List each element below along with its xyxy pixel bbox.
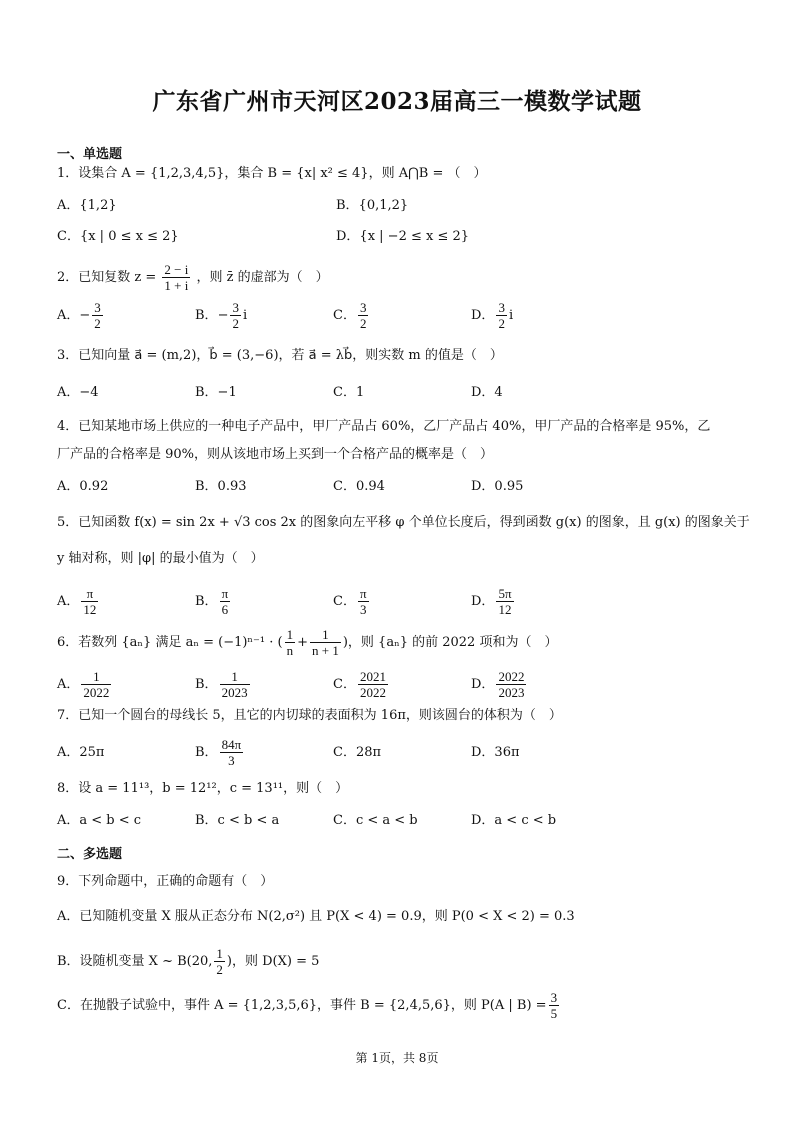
q5-a-frac [81, 586, 98, 617]
q2-d-num: 3 [498, 300, 505, 315]
page-footer: 第 1页，共 8页 [355, 1051, 439, 1065]
q8-option-a: A．a < b < c [57, 813, 142, 828]
q2-d-den: 2 [498, 316, 505, 331]
q2-d-label: D． [471, 308, 495, 323]
q2-a-frac [92, 300, 103, 331]
q6-d-frac [496, 669, 526, 700]
q2-d-suffix: i [508, 308, 514, 323]
q2-a-den: 2 [94, 316, 101, 331]
q2-a-sign: − [79, 308, 91, 323]
q5-c-label: C． [333, 594, 356, 609]
q7-option-b [195, 737, 245, 768]
q6-option-a [57, 669, 113, 700]
q5-c-den: 3 [359, 602, 367, 617]
question-3: 3．已知向量 a⃗ = (m,2)，b⃗ = (3,−6)，若 a⃗ = λb⃗，则实数 m 的值是（ ） [57, 348, 503, 363]
q2-option-d [471, 300, 513, 331]
q2-b-label: B． [195, 308, 218, 323]
q3-option-b: B．−1 [195, 385, 237, 400]
q2-b-num: 3 [232, 300, 239, 315]
q2-a-label: A． [57, 308, 80, 323]
q2-stem-post: ，则 z̄ 的虚部为（ ） [196, 270, 329, 285]
q5-d-frac [496, 586, 513, 617]
q5-c-frac [358, 586, 369, 617]
q4-option-b: B．0.93 [195, 479, 247, 494]
question-8: 8．设 a = 11¹³，b = 12¹²，c = 13¹¹，则（ ） [57, 781, 349, 796]
q6-b-frac [220, 669, 250, 700]
q9-b-frac [214, 946, 225, 977]
q6-option-d [471, 669, 528, 700]
q4-option-d: D．0.95 [471, 479, 524, 494]
q6-plus: + [297, 635, 308, 650]
q2-d-frac [496, 300, 507, 331]
question-5-line-2: y 轴对称，则 |φ| 的最小值为（ ） [57, 551, 264, 566]
q5-a-den: 12 [83, 602, 97, 617]
q6-b-den: 2023 [221, 685, 248, 700]
q6-f1-den: n [286, 643, 294, 658]
q9-c-frac [549, 990, 560, 1021]
q6-c-num: 2021 [359, 669, 386, 684]
q9-option-b [57, 946, 319, 977]
q7-b-num: 84π [221, 737, 242, 752]
q3-option-d: D．4 [471, 385, 503, 400]
q8-option-b: B．c < b < a [195, 813, 280, 828]
q1-option-d: D．{x | −2 ≤ x ≤ 2} [336, 229, 470, 244]
q6-b-label: B． [195, 677, 218, 692]
q6-option-b [195, 669, 252, 700]
q9-b-post: )，则 D(X) = 5 [226, 954, 320, 969]
q5-b-num: π [221, 586, 229, 601]
q5-option-c [333, 586, 371, 617]
q6-frac-1 [285, 627, 296, 658]
q7-option-a: A．25π [57, 745, 105, 760]
q9-b-num: 1 [216, 946, 223, 961]
q6-d-label: D． [471, 677, 495, 692]
q6-stem-pre: 6．若数列 {aₙ} 满足 aₙ = (−1)ⁿ⁻¹ · ( [57, 635, 283, 650]
q2-option-b [195, 300, 247, 331]
q7-option-d: D．36π [471, 745, 520, 760]
q5-b-label: B． [195, 594, 218, 609]
q4-option-c: C．0.94 [333, 479, 385, 494]
section-single-choice: 一、单选题 [57, 147, 123, 162]
q1-option-c: C．{x | 0 ≤ x ≤ 2} [57, 229, 179, 244]
q7-b-label: B． [195, 745, 218, 760]
q3-option-c: C．1 [333, 385, 365, 400]
q8-option-c: C．c < a < b [333, 813, 418, 828]
q5-option-a [57, 586, 100, 617]
q6-f2-den: n + 1 [312, 643, 339, 658]
q5-a-label: A． [57, 594, 80, 609]
q2-c-den: 2 [359, 316, 367, 331]
q6-stem-post: )，则 {aₙ} 的前 2022 项和为（ ） [342, 635, 558, 650]
q2-stem-pre: 2．已知复数 z = [57, 270, 157, 285]
question-5-line-1: 5．已知函数 f(x) = sin 2x + √3 cos 2x 的图象向左平移 φ 个单位长度后，得到函数 g(x) 的图象，且 g(x) 的图象关于 [57, 515, 750, 530]
q5-d-den: 12 [498, 602, 512, 617]
page-title: 广东省广州市天河区2023届高三一模数学试题 [152, 88, 642, 115]
q2-c-label: C． [333, 308, 356, 323]
q6-f2-num: 1 [310, 627, 341, 643]
q6-c-frac [358, 669, 388, 700]
q2-option-a [57, 300, 105, 331]
q6-frac-2 [310, 627, 341, 658]
q9-c-den: 5 [550, 1006, 558, 1021]
q1-option-a: A．{1,2} [57, 198, 117, 213]
q2-option-c [333, 300, 370, 331]
q6-option-c [333, 669, 390, 700]
q6-b-num: 1 [220, 669, 250, 685]
q5-d-label: D． [471, 594, 495, 609]
question-4-line-2: 厂产品的合格率是 90%，则从该地市场上买到一个合格产品的概率是（ ） [57, 447, 494, 462]
q5-c-num: π [359, 586, 367, 601]
q1-option-b: B．{0,1,2} [336, 198, 409, 213]
q8-option-d: D．a < c < b [471, 813, 557, 828]
q2-num: 2 − i [164, 262, 189, 277]
q6-d-den: 2023 [498, 685, 525, 700]
q9-option-c [57, 990, 561, 1021]
q7-option-c: C．28π [333, 745, 382, 760]
q2-a-num: 3 [94, 300, 101, 315]
question-1: 1．设集合 A = {1,2,3,4,5}，集合 B = {x| x² ≤ 4}，则 A⋂B = （ ） [57, 166, 487, 181]
q6-d-num: 2022 [498, 669, 525, 684]
q7-b-frac [220, 737, 244, 768]
q9-option-a: A．已知随机变量 X 服从正态分布 N(2,σ²) 且 P(X < 4) = 0.9，则 P(0 < X < 2) = 0.3 [57, 909, 575, 924]
q2-fraction [162, 262, 190, 293]
q6-a-den: 2022 [83, 685, 110, 700]
question-9: 9．下列命题中，正确的命题有（ ） [57, 874, 274, 889]
q2-b-den: 2 [232, 316, 239, 331]
q5-d-num: 5π [498, 586, 512, 601]
q9-b-den: 2 [216, 962, 223, 977]
q6-a-label: A． [57, 677, 80, 692]
q5-a-num: π [81, 586, 98, 602]
q6-c-den: 2022 [359, 685, 386, 700]
q9-c-num: 3 [550, 990, 558, 1005]
q7-b-den: 3 [228, 753, 235, 768]
q2-c-frac [358, 300, 369, 331]
question-6 [57, 627, 557, 658]
q6-f1-num: 1 [286, 627, 294, 642]
q5-b-frac [220, 586, 231, 617]
q5-b-den: 6 [221, 602, 229, 617]
q6-a-num: 1 [81, 669, 111, 685]
q9-c-pre: C．在抛骰子试验中，事件 A = {1,2,3,5,6}，事件 B = {2,4,5,6}，则 P(A | B) = [57, 998, 547, 1013]
section-multiple-choice: 二、多选题 [57, 847, 123, 862]
q5-option-b [195, 586, 232, 617]
q2-b-suffix: i [242, 308, 248, 323]
question-2 [57, 262, 329, 293]
q6-c-label: C． [333, 677, 356, 692]
q9-b-pre: B．设随机变量 X ~ B(20, [57, 954, 213, 969]
q3-option-a: A．−4 [57, 385, 99, 400]
q2-den: 1 + i [164, 278, 189, 293]
q2-b-frac [230, 300, 241, 331]
q4-option-a: A．0.92 [57, 479, 109, 494]
question-4-line-1: 4．已知某地市场上供应的一种电子产品中，甲厂产品占 60%，乙厂产品占 40%，甲厂产品的合格率是 95%，乙 [57, 419, 711, 434]
q6-a-frac [81, 669, 111, 700]
q5-option-d [471, 586, 516, 617]
q2-c-num: 3 [359, 300, 367, 315]
q2-b-sign: − [217, 308, 229, 323]
question-7: 7．已知一个圆台的母线长 5，且它的内切球的表面积为 16π，则该圆台的体积为（ ） [57, 708, 562, 723]
